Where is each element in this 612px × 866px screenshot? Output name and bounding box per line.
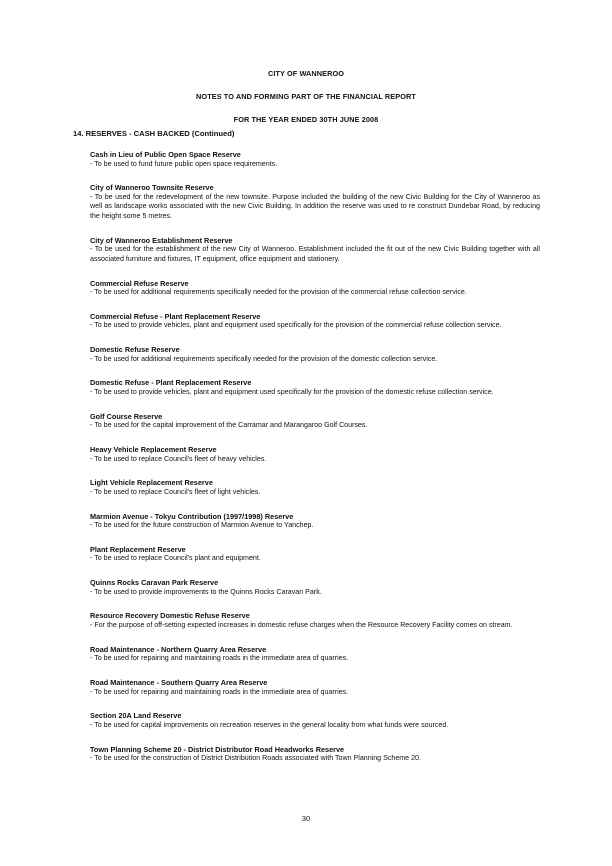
reserve-item	[90, 745, 540, 764]
reserve-title: Heavy Vehicle Replacement Reserve	[90, 445, 217, 455]
report-title: NOTES TO AND FORMING PART OF THE FINANCIAL REPORT	[196, 92, 416, 101]
reserve-description: - To be used for the future construction of Marmion Avenue to Yanchep.	[90, 521, 314, 530]
reserve-description: - To be used for capital improvements on recreation reserves in the general locality from what funds were sourced.	[90, 720, 449, 729]
reserve-item	[90, 236, 540, 265]
reserves-list	[90, 150, 540, 778]
reserve-item	[90, 378, 540, 397]
reserve-title: City of Wanneroo Townsite Reserve	[90, 183, 214, 193]
reserve-description: - To be used to replace Council's fleet of heavy vehicles.	[90, 454, 267, 463]
reserve-title: Town Planning Scheme 20 - District Distributor Road Headworks Reserve	[90, 744, 345, 754]
reserve-description: - For the purpose of off-setting expected increases in domestic refuse charges when the Resource Recovery Facility comes on stream.	[90, 620, 513, 629]
reserve-item	[90, 478, 540, 497]
reserve-description: - To be used for additional requirements specifically needed for the provision of the commercial refuse collection service.	[90, 288, 467, 297]
reserve-description: - To be used to fund future public open space requirements.	[90, 159, 278, 168]
reserve-item	[90, 678, 540, 697]
reserve-item	[90, 279, 540, 298]
reserve-description: - To be used for repairing and maintaining roads in the immediate area of quarries.	[90, 687, 349, 696]
reserve-title: Resource Recovery Domestic Refuse Reserve	[90, 611, 250, 621]
reserve-description: - To be used for additional requirements specifically needed for the provision of the domestic collection service.	[90, 354, 438, 363]
reserve-title: Plant Replacement Reserve	[90, 544, 186, 554]
reserve-item	[90, 545, 540, 564]
reserve-title: Marmion Avenue - Tokyu Contribution (1997/1998) Reserve	[90, 511, 294, 521]
reserve-title: Section 20A Land Reserve	[90, 711, 182, 721]
organisation-name: CITY OF WANNEROO	[267, 69, 345, 78]
reserve-item	[90, 412, 540, 431]
section-heading: 14. RESERVES - CASH BACKED (Continued)	[73, 129, 235, 138]
report-period: FOR THE YEAR ENDED 30TH JUNE 2008	[233, 115, 379, 124]
reserve-description: - To be used for the capital improvement of the Carramar and Marangaroo Golf Courses.	[90, 421, 368, 430]
reserve-item	[90, 645, 540, 664]
reserve-item	[90, 183, 540, 221]
reserve-item	[90, 150, 540, 169]
reserve-description: - To be used for the establishment of the new City of Wanneroo. Establishment included the fit out of the new Civic Building together with all associated furniture and fixtures, IT equipment, office equipment and stationery.	[90, 245, 540, 263]
reserve-description: - To be used to replace Council's fleet of light vehicles.	[90, 487, 261, 496]
reserve-item	[90, 445, 540, 464]
reserve-description: - To be used to provide vehicles, plant and equipment used specifically for the provision of the commercial refuse collection service.	[90, 321, 502, 330]
reserve-description: - To be used for the construction of District Distribution Roads associated with Town Planning Scheme 20.	[90, 754, 421, 763]
reserve-title: Light Vehicle Replacement Reserve	[90, 478, 213, 488]
reserve-title: Road Maintenance - Southern Quarry Area Reserve	[90, 678, 268, 687]
reserve-description: - To be used to provide improvements to the Quinns Rocks Caravan Park.	[90, 587, 322, 596]
reserve-title: Golf Course Reserve	[90, 411, 163, 421]
reserve-title: Commercial Refuse Reserve	[90, 278, 189, 288]
reserve-title: Road Maintenance - Northern Quarry Area Reserve	[90, 644, 267, 654]
reserve-item	[90, 312, 540, 331]
reserve-description: - To be used for the redevelopment of the new townsite. Purpose included the building of the new Civic Building for the City of Wanneroo as well as landscape works associated with the new Civic Building. In addition the reserve was used to re construct Dundebar Road, by reducing the height some 5 metres.	[90, 192, 540, 220]
reserve-description: - To be used to replace Council's plant and equipment.	[90, 554, 261, 563]
reserve-description: - To be used to provide vehicles, plant and equipment used specifically for the provision of the domestic refuse collection service.	[90, 387, 494, 396]
reserve-item	[90, 345, 540, 364]
reserve-title: Domestic Refuse Reserve	[90, 345, 180, 355]
reserve-item	[90, 611, 540, 630]
reserve-item	[90, 512, 540, 531]
reserve-item	[90, 711, 540, 730]
page-number: 30	[301, 814, 311, 823]
reserve-description: - To be used for repairing and maintaining roads in the immediate area of quarries.	[90, 654, 349, 663]
reserve-title: Quinns Rocks Caravan Park Reserve	[90, 578, 219, 588]
reserve-title: Domestic Refuse - Plant Replacement Reserve	[90, 378, 252, 388]
reserve-item	[90, 578, 540, 597]
reserve-title: Cash in Lieu of Public Open Space Reserve	[90, 150, 241, 159]
reserve-title: City of Wanneroo Establishment Reserve	[90, 235, 233, 245]
reserve-title: Commercial Refuse - Plant Replacement Reserve	[90, 311, 261, 321]
